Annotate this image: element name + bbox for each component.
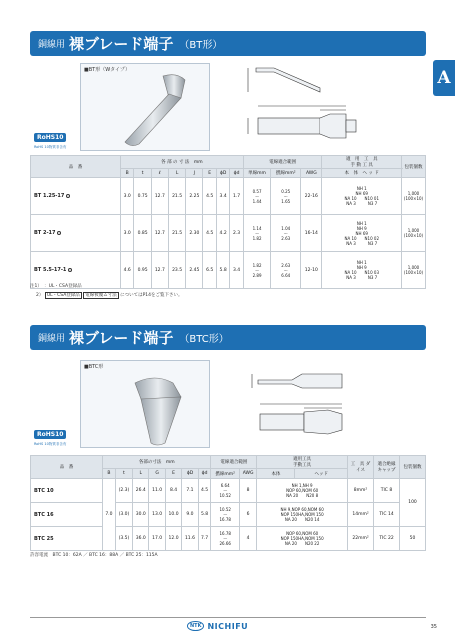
tools-cell: NOP 60,NOM 60 NOP 150HA,NOM 150 NA 20 N20 22 bbox=[257, 527, 348, 551]
awg-cell: 6 bbox=[239, 503, 256, 527]
dim-cell: 7.1 bbox=[182, 479, 198, 503]
bt-terminal-image bbox=[81, 64, 211, 152]
bt-col-phi-d-small: ϕd bbox=[230, 169, 243, 178]
bt-col-l-small: ℓ bbox=[151, 169, 168, 178]
cap-cell: TIC 22 bbox=[374, 527, 400, 551]
awg-cell: 22-16 bbox=[301, 178, 322, 215]
awg-cell: 12-10 bbox=[301, 252, 322, 289]
dim-cell: 3.0 bbox=[121, 178, 134, 215]
bt-col-model: 品 番 bbox=[31, 156, 121, 178]
pack-cell: 1,000 (100×10) bbox=[402, 178, 426, 215]
btc-col-l: L bbox=[133, 469, 149, 479]
btc-photo bbox=[80, 360, 210, 448]
dim-cell: 4.6 bbox=[121, 252, 134, 289]
bt-section-header bbox=[30, 31, 426, 56]
btc-col-tools-group: 適用工具 手動工具 bbox=[257, 456, 348, 469]
awg-cell: 4 bbox=[239, 527, 256, 551]
die-cell: 8mm² bbox=[348, 479, 374, 503]
btc-col-tool-body: 本体 bbox=[257, 469, 295, 479]
btc-model-cell: BTC 10 bbox=[31, 479, 103, 503]
dim-cell: 21.5 bbox=[168, 178, 185, 215]
dim-cell: 0.75 bbox=[134, 178, 151, 215]
dim-cell: 30.0 bbox=[133, 503, 149, 527]
bt-col-awg: AWG bbox=[301, 169, 322, 178]
dim-cell: 6.5 bbox=[203, 252, 216, 289]
btc-model-cell: BTC 16 bbox=[31, 503, 103, 527]
btc-col-model: 品 番 bbox=[31, 456, 103, 479]
btc-b-shared-cell: 7.0 bbox=[103, 479, 116, 551]
table-row bbox=[31, 527, 426, 551]
table-row bbox=[31, 503, 426, 527]
dim-cell: 3.0 bbox=[121, 215, 134, 252]
ul-csa-mark-icon bbox=[57, 231, 61, 235]
tools-cell: NH 1 NH 9 NA 10 N10 03 NA 3 N3 7 bbox=[322, 252, 402, 289]
footer-divider bbox=[30, 617, 426, 618]
bt-spec-table bbox=[30, 155, 426, 289]
strand-range-cell: 6.64 〜 10.52 bbox=[211, 479, 239, 503]
btc-col-wire-group: 電線適合範囲 bbox=[211, 456, 257, 469]
dim-cell: 8.4 bbox=[165, 479, 181, 503]
btc-col-strand: 撚線mm² bbox=[211, 469, 239, 479]
btc-terminal-image bbox=[81, 361, 211, 449]
btc-model-cell: BTC 25 bbox=[31, 527, 103, 551]
bt-header-pre: 銅線用 bbox=[38, 40, 66, 50]
bt-rohs-badge: RoHS10 bbox=[34, 133, 66, 142]
bt-rohs-note: RoHS 10物質非含有 bbox=[34, 145, 67, 149]
dim-cell: (2.3) bbox=[115, 479, 132, 503]
solid-range-cell: 0.57 〜 1.44 bbox=[243, 178, 271, 215]
die-cell: 14mm² bbox=[348, 503, 374, 527]
bt-header-title: 裸ブレード端子 bbox=[69, 35, 174, 53]
dim-cell: 3.4 bbox=[216, 178, 229, 215]
btc-header-pre: 銅線用 bbox=[38, 334, 66, 344]
table-row bbox=[31, 215, 426, 252]
btc-col-e: E bbox=[165, 469, 181, 479]
table-row bbox=[31, 252, 426, 289]
bt-col-tool-body-head: 本 体 ヘ ッ ド bbox=[322, 169, 402, 178]
dim-cell: 13.0 bbox=[149, 503, 165, 527]
bt-col-strand: 撚線mm² bbox=[271, 169, 301, 178]
tools-cell: NH 1 NH 9 NH 69 NA 10 N10 02 NA 3 N3 7 bbox=[322, 215, 402, 252]
table-row bbox=[31, 479, 426, 503]
dim-cell: 9.0 bbox=[182, 503, 198, 527]
dim-cell: 12.7 bbox=[151, 215, 168, 252]
strand-range-cell: 2.63 〜 6.64 bbox=[271, 252, 301, 289]
btc-dimension-drawing bbox=[232, 370, 372, 446]
strand-range-cell: 10.52 〜 16.78 bbox=[211, 503, 239, 527]
bt-header-sub: （BT形） bbox=[179, 40, 223, 51]
table-row bbox=[31, 178, 426, 215]
btc-current-note: 許容電流 BTC 10：62A ／ BTC 16：88A ／ BTC 25：115A bbox=[30, 553, 158, 558]
dim-cell: 10.0 bbox=[165, 503, 181, 527]
dim-cell: (3.5) bbox=[115, 527, 132, 551]
section-index-tab: A bbox=[433, 60, 455, 96]
bt-col-tools-group: 適 用 工 具 手 動 工 具 bbox=[322, 156, 402, 169]
btc-header-title: 裸ブレード端子 bbox=[69, 329, 174, 347]
bt-model-cell: BT 5.5-17-1 bbox=[31, 252, 121, 289]
bt-note-1: 注1） ：UL・CSA登録品 bbox=[30, 284, 82, 289]
bt-col-j: J bbox=[186, 169, 203, 178]
bt-col-l: L bbox=[168, 169, 185, 178]
dim-cell: 0.95 bbox=[134, 252, 151, 289]
tools-cell: NH 1 NH 69 NA 10 N10 01 NA 3 N3 7 bbox=[322, 178, 402, 215]
dim-cell: 4.2 bbox=[216, 215, 229, 252]
bt-col-e: E bbox=[203, 169, 216, 178]
tools-cell: NH 1,NH 9 NOP 60,NOM 60 NA 20 N20 8 bbox=[257, 479, 348, 503]
ul-csa-mark-icon bbox=[66, 194, 70, 198]
tools-cell: NH 9,NOP 60,NOM 60 NOP 150HA,NOM 150 NA 20 N20 14 bbox=[257, 503, 348, 527]
awg-cell: 8 bbox=[239, 479, 256, 503]
dim-cell: 12.7 bbox=[151, 178, 168, 215]
btc-rohs-note: RoHS 10物質非含有 bbox=[34, 442, 67, 446]
btc-rohs-badge: RoHS10 bbox=[34, 430, 66, 439]
bt-col-phi-d-large: ϕD bbox=[216, 169, 229, 178]
dim-cell: 11.6 bbox=[182, 527, 198, 551]
dim-cell: (3.0) bbox=[115, 503, 132, 527]
strand-range-cell: 16.78 〜 26.66 bbox=[211, 527, 239, 551]
bt-photo-label: ■BT形（Wタイプ） bbox=[84, 67, 130, 73]
dim-cell: 23.5 bbox=[168, 252, 185, 289]
dim-cell: 2.3 bbox=[230, 215, 243, 252]
bt-model-cell: BT 1.25-17 bbox=[31, 178, 121, 215]
ul-csa-mark-icon bbox=[68, 268, 72, 272]
dim-cell: 17.0 bbox=[149, 527, 165, 551]
pack-cell: 1,000 (100×10) bbox=[402, 215, 426, 252]
bt-col-b: B bbox=[121, 169, 134, 178]
dim-cell: 2.30 bbox=[186, 215, 203, 252]
bt-col-wire-group: 電線適合範囲 bbox=[243, 156, 322, 169]
strand-range-cell: 1.04 〜 2.63 bbox=[271, 215, 301, 252]
dim-cell: 5.8 bbox=[216, 252, 229, 289]
bt-col-pack: 包装個数 bbox=[402, 156, 426, 178]
bt-dimension-drawing bbox=[228, 62, 378, 154]
btc-col-phi-d-large: ϕD bbox=[182, 469, 198, 479]
dim-cell: 4.5 bbox=[203, 215, 216, 252]
bt-col-solid: 単線mm bbox=[243, 169, 271, 178]
btc-col-t: t bbox=[115, 469, 132, 479]
dim-cell: 7.7 bbox=[198, 527, 211, 551]
dim-cell: 12.7 bbox=[151, 252, 168, 289]
bt-col-t: t bbox=[134, 169, 151, 178]
btc-col-awg: AWG bbox=[239, 469, 256, 479]
cap-cell: TIC 14 bbox=[374, 503, 400, 527]
dim-cell: 4.5 bbox=[198, 479, 211, 503]
bt-photo bbox=[80, 63, 210, 151]
dim-cell: 3.4 bbox=[230, 252, 243, 289]
dim-cell: 0.85 bbox=[134, 215, 151, 252]
bt-model-cell: BT 2-17 bbox=[31, 215, 121, 252]
dim-cell: 21.5 bbox=[168, 215, 185, 252]
btc-header-sub: （BTC形） bbox=[179, 334, 229, 345]
dim-cell: 2.25 bbox=[186, 178, 203, 215]
btc-col-b: B bbox=[103, 469, 116, 479]
solid-range-cell: 1.14 〜 1.82 bbox=[243, 215, 271, 252]
logo-mark: NTK bbox=[187, 621, 204, 631]
dim-cell: 12.0 bbox=[165, 527, 181, 551]
dim-cell: 1.7 bbox=[230, 178, 243, 215]
btc-col-phi-d-small: ϕd bbox=[198, 469, 211, 479]
pack-cell: 1,000 (100×10) bbox=[402, 252, 426, 289]
btc-col-die: 工 具 ダイス bbox=[348, 456, 374, 479]
dim-cell: 26.4 bbox=[133, 479, 149, 503]
logo-text: NICHIFU bbox=[207, 621, 249, 631]
btc-section-header bbox=[30, 325, 426, 350]
btc-col-cap: 適合絶縁 キャップ bbox=[374, 456, 400, 479]
bt-note-2: 2） UL・CSA登録品 電線被覆ム寸法 についてはP14をご覧下さい。 bbox=[36, 293, 183, 298]
btc-spec-table bbox=[30, 455, 426, 551]
btc-col-g: G bbox=[149, 469, 165, 479]
pack-cell: 50 bbox=[400, 527, 426, 551]
dim-cell: 4.5 bbox=[203, 178, 216, 215]
pack-cell: 100 bbox=[400, 479, 426, 527]
btc-col-tool-head: ヘッド bbox=[295, 469, 348, 479]
bt-col-dims-group: 各 部 の 寸 法 mm bbox=[121, 156, 244, 169]
btc-photo-label: ■BTC形 bbox=[84, 364, 104, 370]
dim-cell: 11.0 bbox=[149, 479, 165, 503]
strand-range-cell: 0.25 〜 1.65 bbox=[271, 178, 301, 215]
page-number: 35 bbox=[430, 624, 437, 630]
btc-col-dims-group: 各部の寸法 mm bbox=[103, 456, 211, 469]
awg-cell: 16-14 bbox=[301, 215, 322, 252]
nichifu-logo bbox=[187, 621, 248, 631]
die-cell: 22mm² bbox=[348, 527, 374, 551]
dim-cell: 5.8 bbox=[198, 503, 211, 527]
dim-cell: 36.0 bbox=[133, 527, 149, 551]
solid-range-cell: 1.82 〜 2.89 bbox=[243, 252, 271, 289]
cap-cell: TIC 8 bbox=[374, 479, 400, 503]
btc-col-pack: 包装個数 bbox=[400, 456, 426, 479]
dim-cell: 2.45 bbox=[186, 252, 203, 289]
